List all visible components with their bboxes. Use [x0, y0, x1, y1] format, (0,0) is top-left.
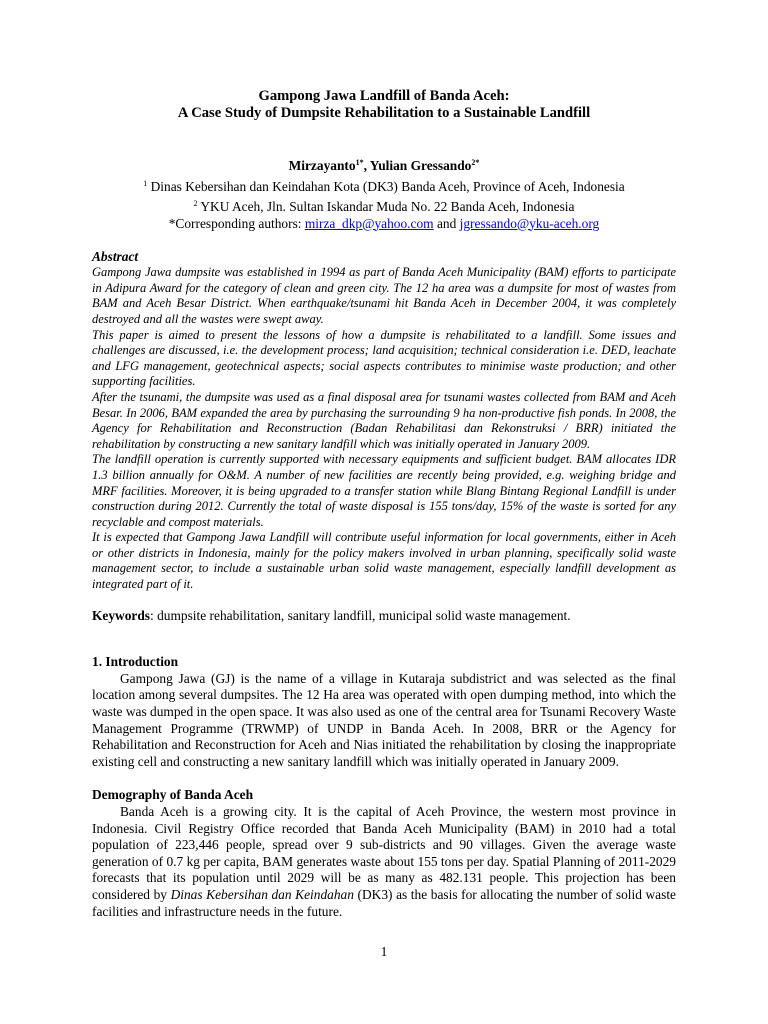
demography-italic: Dinas Kebersihan dan Keindahan [170, 886, 354, 902]
affiliation-2-sup: 2 [193, 198, 198, 208]
email-link-2[interactable]: jgressando@yku-aceh.org [459, 215, 600, 231]
affiliation-2-text: YKU Aceh, Jln. Sultan Iskandar Muda No. 22 Banda Aceh, Indonesia [197, 198, 575, 214]
page-number: 1 [380, 944, 388, 959]
abstract-paragraph: It is expected that Gampong Jawa Landfill will contribute useful information for local governments, either in Aceh or other districts in Indonesia, mainly for the policy makers involved in urban planning, specifically solid waste management sector, to include a sustainable urban solid waste management, especially landfill development as integrated part of it. [92, 530, 676, 592]
affiliation-1-sup: 1 [143, 178, 148, 188]
affiliation-1 [92, 175, 676, 195]
affiliation-1-text: Dinas Kebersihan dan Keindahan Kota (DK3) Banda Aceh, Province of Aceh, Indonesia [147, 178, 625, 194]
paper-title [92, 88, 676, 122]
paper-page [92, 88, 676, 920]
author-list [92, 155, 676, 175]
demography-text-2: (DK3) as the basis for allocating the number of solid waste facilities and infrastructure needs in the future. [92, 886, 677, 919]
title-line-2: A Case Study of Dumpsite Rehabilitation to a Sustainable Landfill [177, 105, 591, 121]
affiliations [92, 175, 676, 232]
section-heading-introduction: 1. Introduction [92, 654, 179, 670]
abstract-paragraph: The landfill operation is currently supported with necessary equipments and sufficient budget. BAM allocates IDR 1.3 billion annually for O&M. A number of new facilities are recently being provided, e.g. weighing bridge and MRF facilities. Moreover, it is being upgraded to a transfer station while Blang Bintang Regional Landfill is under construction during 2012. Currently the total of waste disposal is 155 tons/day, 15% of the waste is sorted for any recyclable and compost materials. [92, 452, 676, 529]
abstract-body [92, 265, 676, 592]
email-link-1[interactable]: mirza_dkp@yahoo.com [304, 215, 434, 231]
corresponding-prefix: *Corresponding authors: [168, 215, 305, 231]
title-line-1: Gampong Jawa Landfill of Banda Aceh: [258, 88, 510, 104]
keywords-text: : dumpsite rehabilitation, sanitary landfill, municipal solid waste management. [150, 607, 571, 623]
abstract-heading: Abstract [92, 248, 139, 264]
abstract-paragraph: After the tsunami, the dumpsite was used as a final disposal area for tsunami wastes collected from BAM and Aceh Besar. In 2006, BAM expanded the area by purchasing the surrounding 9 ha non-productive fish ponds. In 2008, the Agency for Rehabilitation and Reconstruction (Badan Rehabilitasi dan Rekonstruksi / BRR) initiated the rehabilitation by constructing a new sanitary landfill which was initially operated in January 2009. [92, 389, 676, 451]
abstract-paragraph: This paper is aimed to present the lessons of how a dumpsite is rehabilitated to a landfill. Some issues and challenges are discussed, i.e. the development process; land acquisition; technical consideration i.e. DED, leachate and LFG management, geotechnical aspects; social aspects contributes to minimise waste production; and other supporting facilities. [92, 327, 676, 389]
subsection-heading-demography: Demography of Banda Aceh [92, 787, 254, 803]
author-separator: , [363, 158, 370, 173]
demography-body [92, 804, 676, 920]
keywords-label: Keywords [92, 607, 151, 623]
keywords [92, 608, 676, 625]
author-1-sup: 1* [355, 158, 364, 167]
introduction-paragraph: Gampong Jawa (GJ) is the name of a village in Kutaraja subdistrict and was selected as the final location among several dumpsites. The 12 Ha area was operated with open dumping method, into which the waste was dumped in the open space. It was also used as one of the central area for Tsunami Recovery Waste Management Programme (TRWMP) of UNDP in Banda Aceh. In 2008, BRR or the Agency for Rehabilitation and Reconstruction for Aceh and Nias initiated the rehabilitation by closing the inappropriate existing cell and constructing a new sanitary landfill which was initially operated in January 2009. [92, 670, 676, 769]
introduction-body [92, 671, 676, 771]
affiliation-2 [92, 195, 676, 215]
author-1: Mirzayanto [288, 158, 356, 173]
demography-paragraph [92, 804, 676, 920]
author-2: Yulian Gressando [369, 158, 472, 173]
abstract-paragraph: Gampong Jawa dumpsite was established in 1994 as part of Banda Aceh Municipality (BAM) efforts to participate in Adipura Award for the category of clean and green city. The 12 ha area was a dumpsite for most of wastes from BAM and Aceh Besar District. When earthquake/tsunami hit Banda Aceh in December 2004, it was completely destroyed and all the wastes were swept away. [92, 265, 676, 326]
corresponding-and: and [433, 215, 460, 231]
demography-text-1: Banda Aceh is a growing city. It is the capital of Aceh Province, the western most province in Indonesia. Civil Registry Office recorded that Banda Aceh Municipality (BAM) in 2010 had a total population of 223,446 people, spread over 9 sub-districts and 90 villages. Given the average waste generation of 0.7 kg per capita, BAM generates waste about 155 tons per day. Spatial Planning of 2011-2029 forecasts that its population until 2029 will be as many as 482.131 people. This projection has been considered by [92, 804, 676, 902]
author-2-sup: 2* [471, 158, 480, 167]
corresponding-authors [92, 215, 676, 232]
